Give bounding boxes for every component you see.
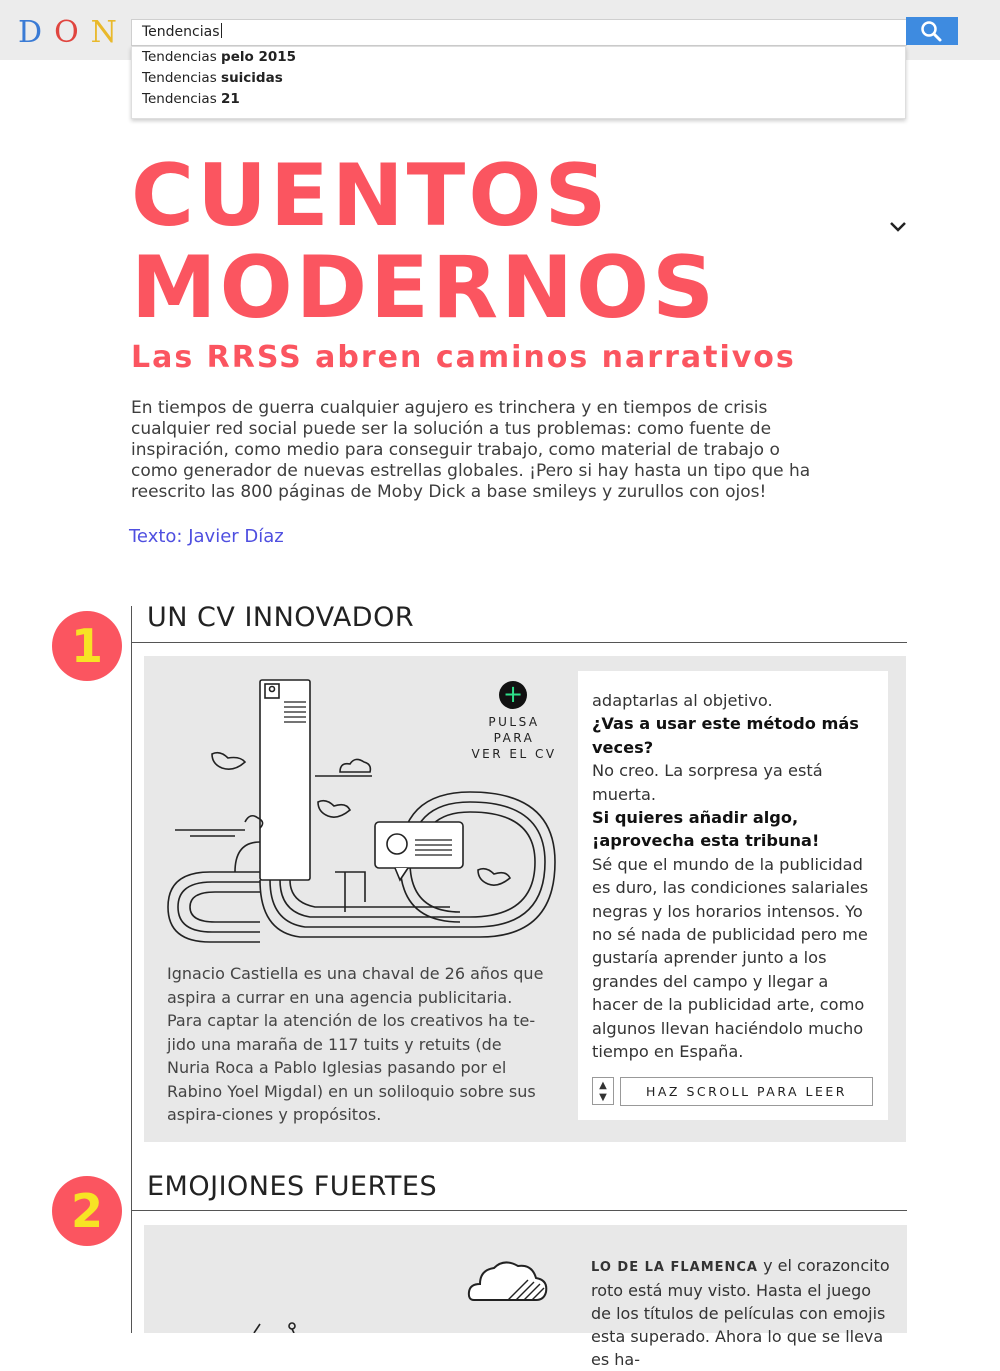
section-title: EMOJIONES FUERTES [147,1171,438,1202]
logo-letter: N [90,15,129,50]
suggestion-prefix: Tendencias [142,70,222,86]
scroll-arrows-icon[interactable]: ▲ ▼ [592,1077,614,1105]
suggestion-bold: suicidas [221,70,283,86]
section-caption: Ignacio Castiella es una chaval de 26 años que aspira a currar en una agencia publicitaria. Para captar la atención de los creativos ha te-jido una maraña de 117 tuits y retuits (de Nuria Roca a Pablo Iglesias pasando por el Rabino Yoel Migdal) en un soliloquio sobre sus aspira-ciones y propósitos. [167,964,544,1124]
lead-text: y el corazoncito roto está muy visto. Hasta el juego de los títulos de películas con emojis esta superado. Ahora lo que se lleva es ha- [591,1256,890,1369]
view-cv-line: VER EL CV [471,747,557,761]
suggestion-item[interactable] [132,89,905,110]
interview-answer: Sé que el mundo de la publicidad es duro, las condiciones salariales negras y los horarios intensos. Yo no sé nada de publicidad pero me gustaría aprender junto a los grandes del campo y llegar a hacer de la publicidad arte, como algunos llevan haciéndolo mucho tiempo en España. [592,854,869,1062]
section-divider [131,642,907,643]
search-input[interactable] [131,19,907,46]
search-value: Tendencias [142,24,220,40]
lead-bold: LO DE LA FLAMENCA [591,1260,758,1275]
logo-letter: O [54,15,91,50]
intro-paragraph: En tiempos de guerra cualquier agujero es trinchera y en tiempos de crisis cualquier red social puede ser la solución a tus problemas: como fuente de inspiración, como medio para conseguir trabajo, como material de trabajo o como generador de nuevas estrellas globales. ¡Pero si hay hasta un tipo que ha reescrito las 800 páginas de Moby Dick a base smileys y zurullos con ojos! [131,398,811,502]
search-icon [906,17,958,45]
illustration-fragment [248,1318,308,1333]
plus-icon[interactable]: + [499,681,527,709]
view-cv-label[interactable] [466,714,562,762]
section-title: UN CV INNOVADOR [147,602,415,633]
suggestion-item[interactable] [132,47,905,68]
suggestion-prefix: Tendencias [142,91,222,107]
interview-scroll-card[interactable] [578,671,888,1120]
page-subtitle: Las RRSS abren caminos narrativos [131,340,796,375]
interview-paragraph: adaptarlas al objetivo. [592,691,773,710]
logo-letter: D [18,15,55,50]
section-divider [131,1210,907,1211]
interview-answer: No creo. La sorpresa ya está muerta. [592,761,823,804]
section-lead-text [591,1254,891,1371]
page-title [131,146,718,338]
text-caret [221,23,222,38]
section-number-badge: 1 [52,611,122,681]
suggestion-bold: pelo 2015 [221,49,297,65]
suggestion-bold: 21 [221,91,240,107]
title-line: CUENTOS [131,146,610,246]
search-suggestions [131,46,906,119]
author-credit[interactable]: Texto: Javier Díaz [129,526,284,547]
suggestion-item[interactable] [132,68,905,89]
search-button[interactable] [906,17,958,45]
site-logo[interactable] [18,14,129,52]
section-number-badge: 2 [52,1176,122,1246]
timeline-line [131,606,132,1333]
interview-text [592,689,877,1064]
title-line: MODERNOS [131,238,718,338]
view-cv-line: PULSA PARA [488,715,540,745]
cloud-icon [466,1256,550,1304]
suggestion-prefix: Tendencias [142,49,222,65]
chevron-down-icon[interactable] [889,220,907,234]
scroll-to-read-button[interactable]: HAZ SCROLL PARA LEER [620,1077,873,1106]
interview-question: Si quieres añadir algo, ¡aprovecha esta tribuna! [592,808,820,851]
interview-question: ¿Vas a usar este método más veces? [592,714,859,757]
